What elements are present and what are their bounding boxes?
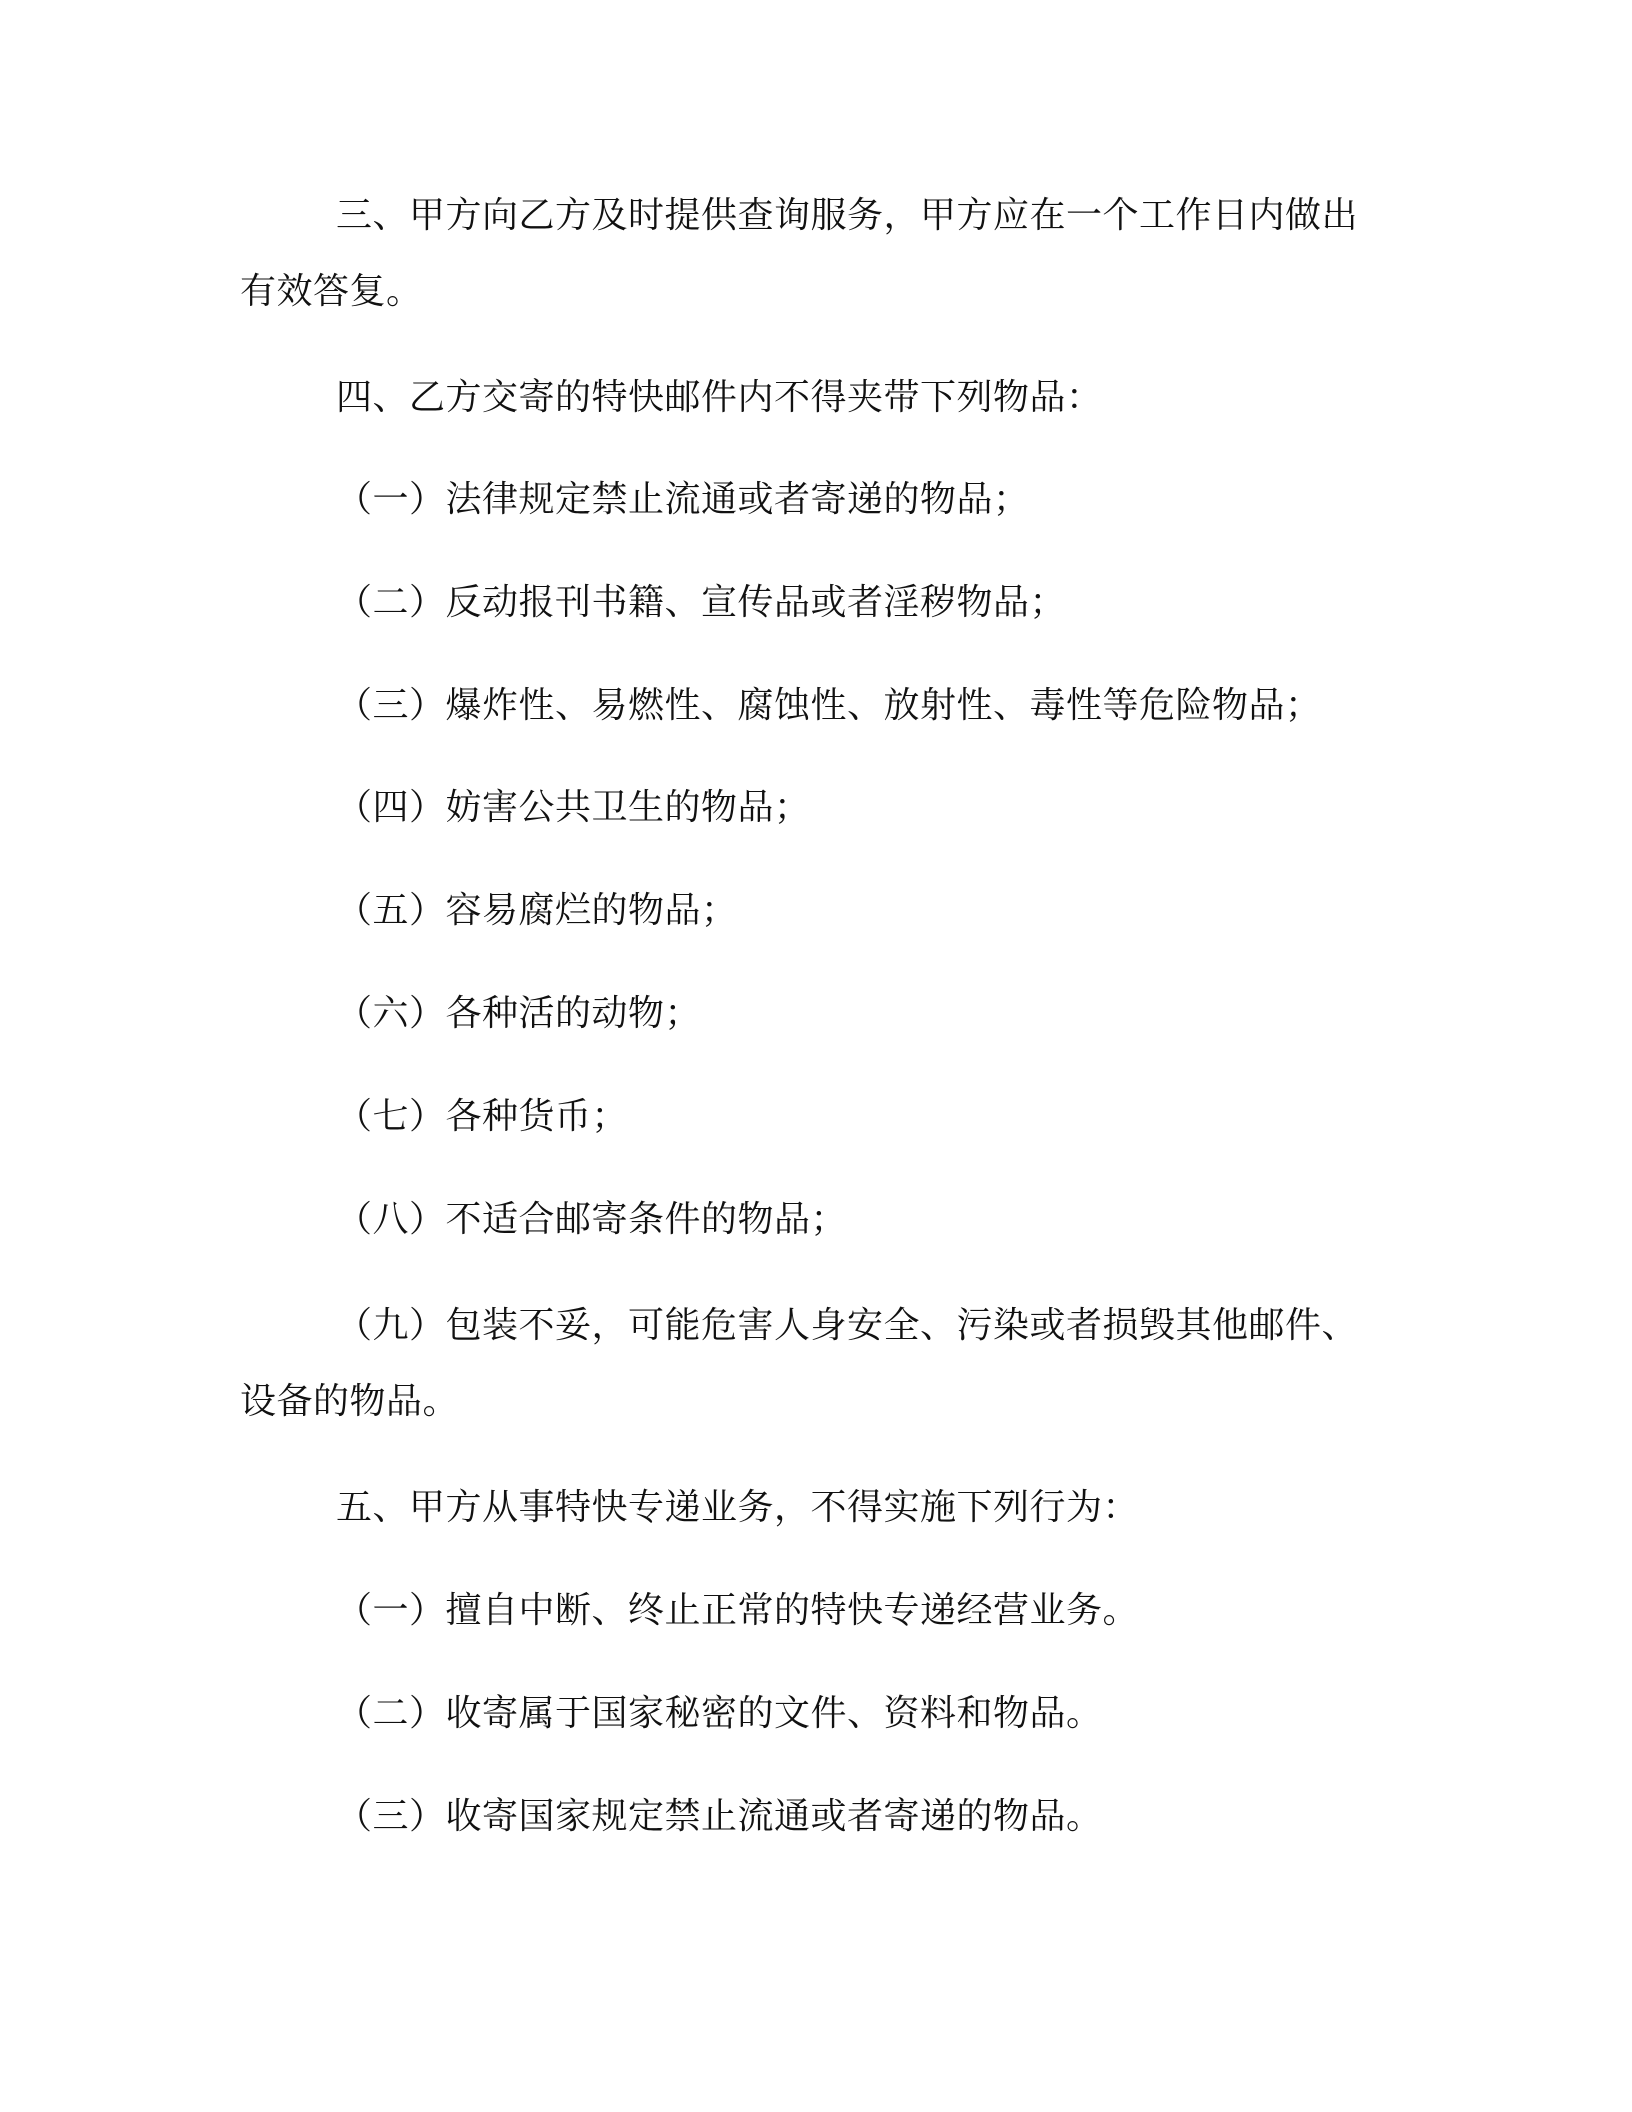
clause-5-heading: 五、甲方从事特快专递业务，不得实施下列行为：: [336, 1487, 1140, 1528]
clause-4-item-7: （七）各种货币；: [336, 1096, 629, 1137]
clause-4-item-4: （四）妨害公共卫生的物品；: [336, 787, 811, 828]
clause-4-item-8: （八）不适合邮寄条件的物品；: [336, 1199, 848, 1240]
clause-4-heading: 四、乙方交寄的特快邮件内不得夹带下列物品：: [336, 377, 1103, 418]
clause-5-item-1: （一）擅自中断、终止正常的特快专递经营业务。: [336, 1590, 1140, 1631]
clause-4-item-1: （一）法律规定禁止流通或者寄递的物品；: [336, 479, 1030, 520]
clause-4-item-6: （六）各种活的动物；: [336, 993, 702, 1034]
clause-5-item-2: （二）收寄属于国家秘密的文件、资料和物品。: [336, 1693, 1103, 1734]
clause-5-item-3: （三）收寄国家规定禁止流通或者寄递的物品。: [336, 1796, 1103, 1837]
clause-4-item-2: （二）反动报刊书籍、宣传品或者淫秽物品；: [336, 582, 1067, 623]
clause-4-item-3: （三）爆炸性、易燃性、腐蚀性、放射性、毒性等危险物品；: [336, 685, 1322, 726]
clause-4-item-9: （九）包装不妥，可能危害人身安全、污染或者损毁其他邮件、设备的物品。: [240, 1305, 1359, 1422]
clause-4-item-5: （五）容易腐烂的物品；: [336, 890, 738, 931]
clause-3: 三、甲方向乙方及时提供查询服务，甲方应在一个工作日内做出有效答复。: [240, 195, 1359, 312]
